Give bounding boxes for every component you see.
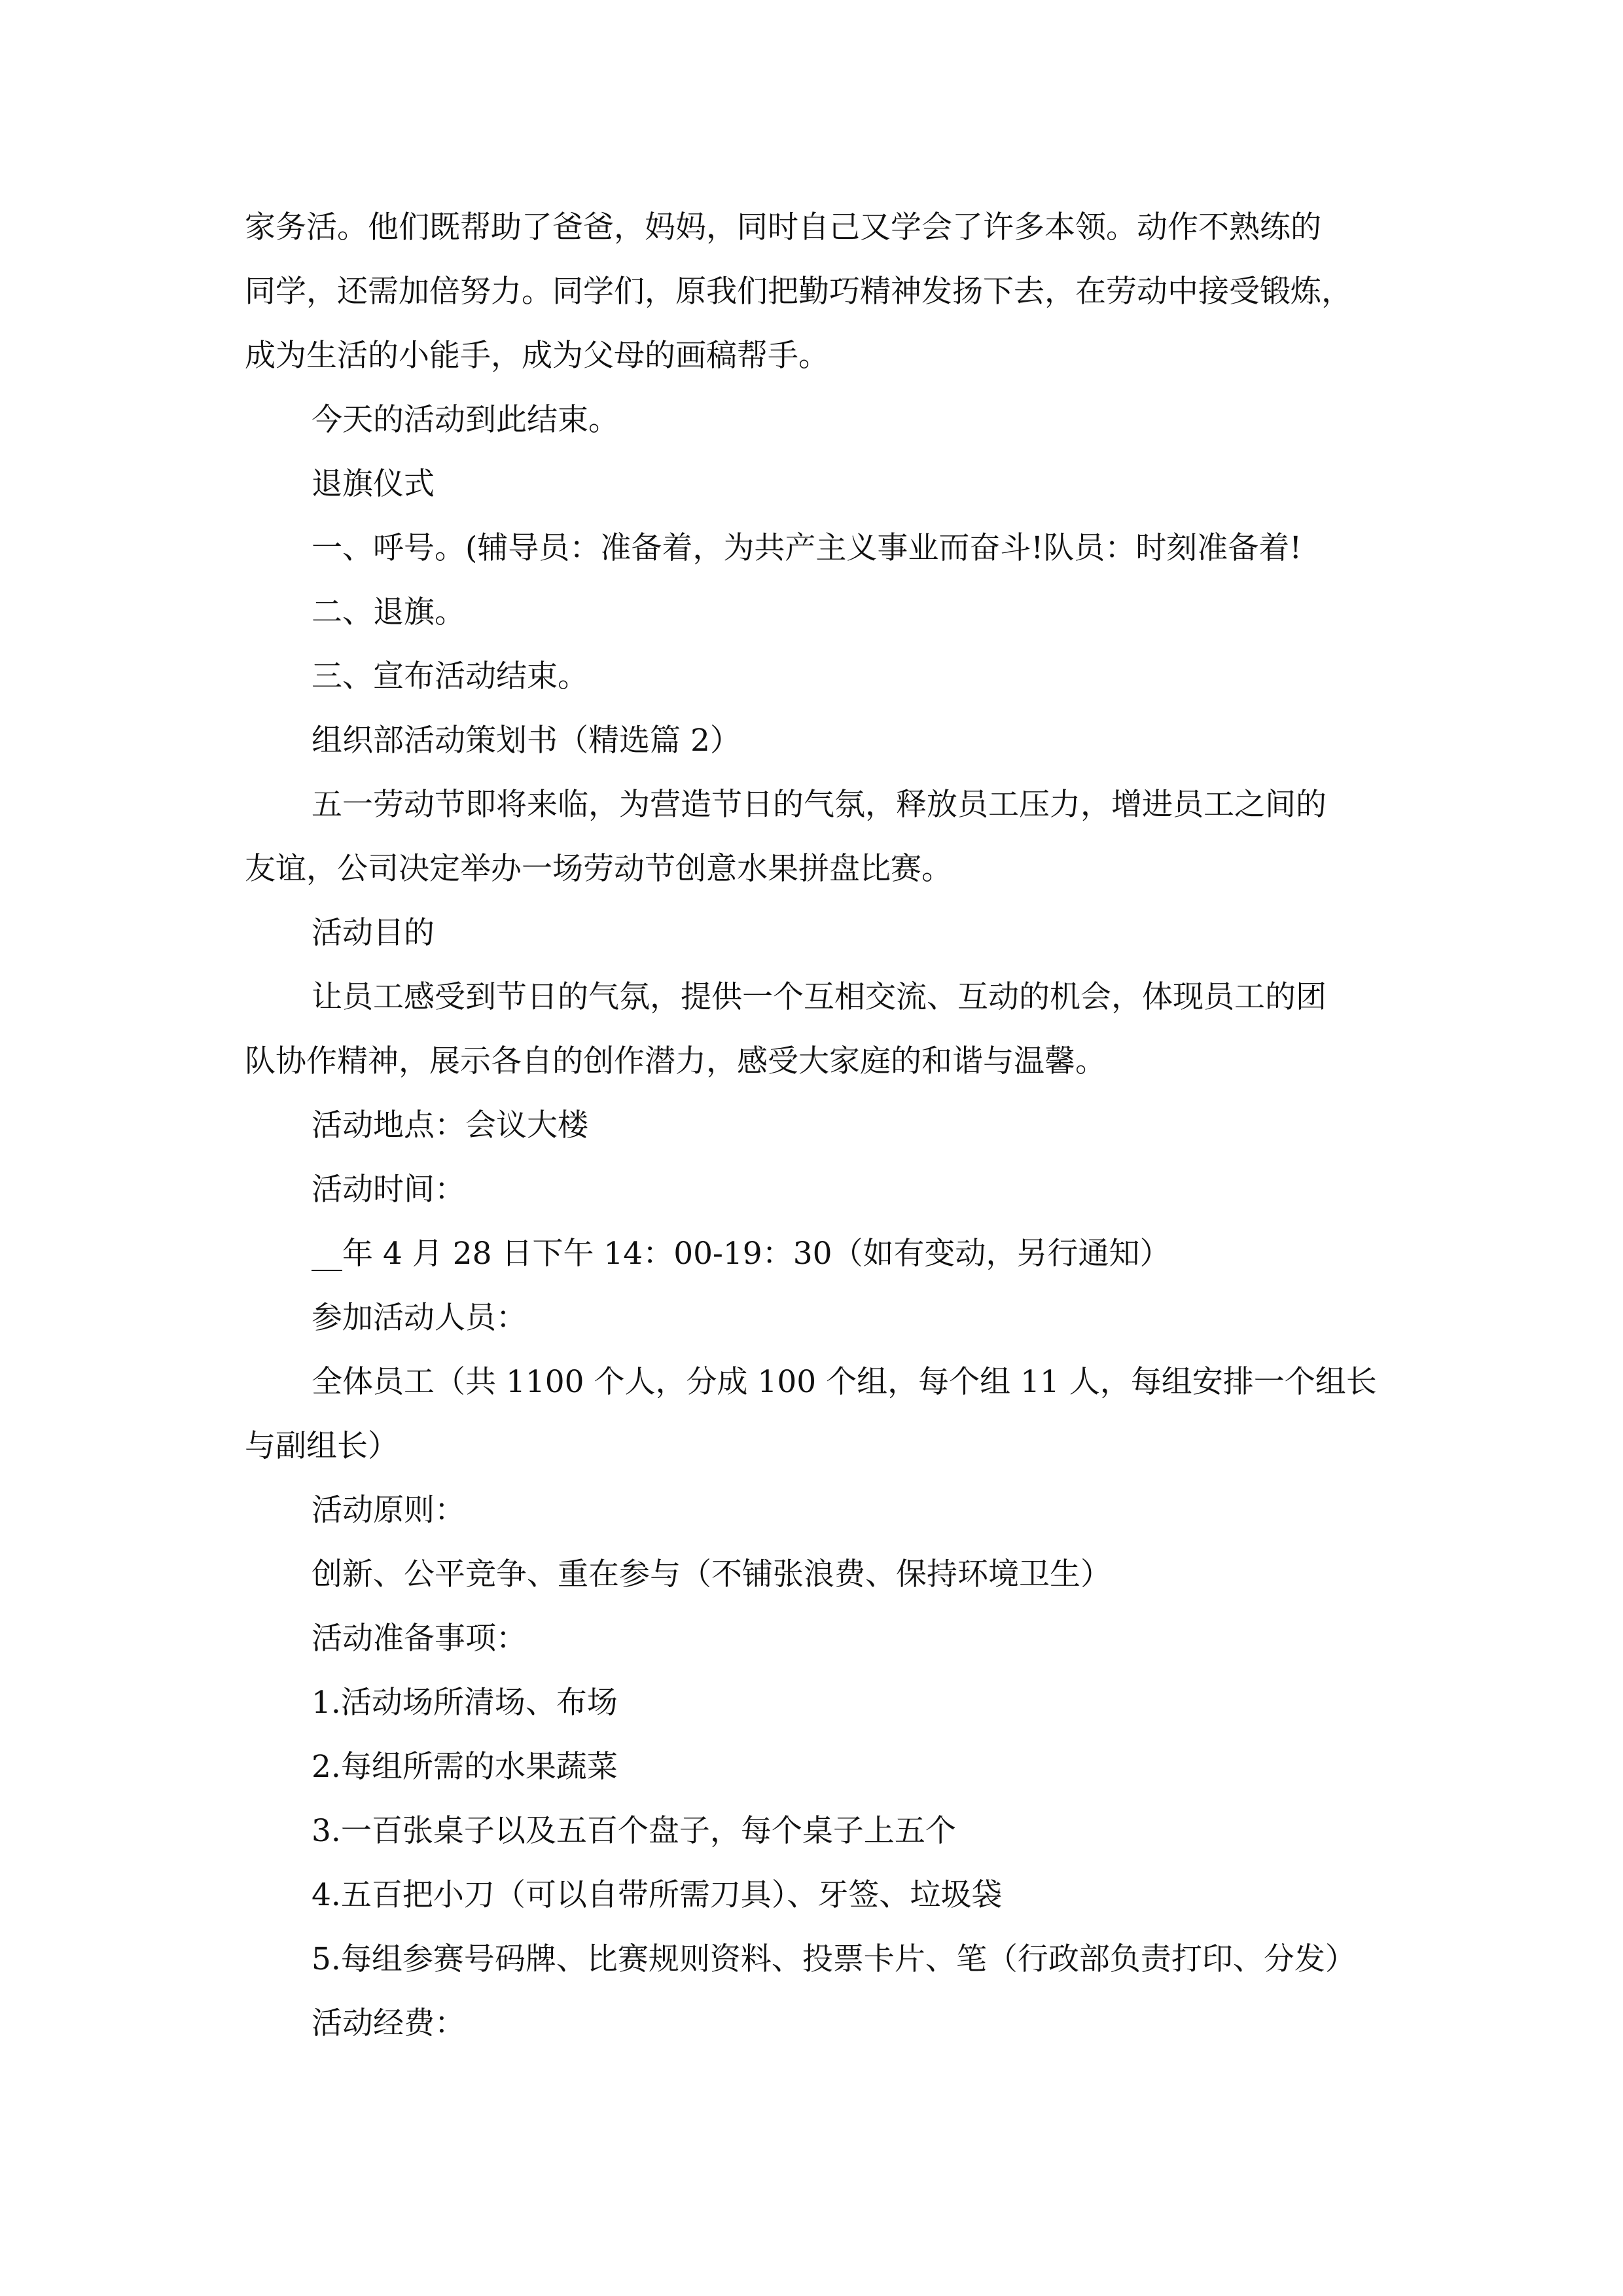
section-heading: 活动目的: [312, 915, 435, 951]
section-heading: 组织部活动策划书（精选篇 2）: [312, 723, 741, 759]
body-text-line: 活动准备事项：: [312, 1621, 527, 1657]
body-text-line: 活动原则：: [312, 1492, 465, 1528]
body-text-line: 今天的活动到此结束。: [312, 402, 619, 438]
body-text-line: 友谊，公司决定举办一场劳动节创意水果拼盘比赛。: [245, 851, 952, 887]
body-text-line: 活动时间：: [312, 1172, 465, 1208]
list-item: 4.五百把小刀（可以自带所需刀具）、牙签、垃圾袋: [312, 1877, 1003, 1913]
body-text-line: 队协作精神，展示各自的创作潜力，感受大家庭的和谐与温馨。: [245, 1043, 1106, 1079]
body-text-line: 一、呼号。(辅导员：准备着，为共产主义事业而奋斗!队员：时刻准备着!: [312, 530, 1302, 566]
body-text-line: 与副组长）: [245, 1428, 399, 1464]
body-text-line: 让员工感受到节日的气氛，提供一个互相交流、互动的机会，体现员工的团: [312, 979, 1327, 1015]
list-item: 5.每组参赛号码牌、比赛规则资料、投票卡片、笔（行政部负责打印、分发）: [312, 1941, 1356, 1977]
body-text-line: 活动经费：: [312, 2005, 465, 2041]
list-item: 3.一百张桌子以及五百个盘子，每个桌子上五个: [312, 1813, 956, 1849]
body-text-line: __年 4 月 28 日下午 14：00-19：30（如有变动，另行通知）: [312, 1236, 1171, 1272]
body-text-line: 家务活。他们既帮助了爸爸，妈妈，同时自己又学会了许多本领。动作不熟练的: [245, 209, 1321, 245]
body-text-line: 五一劳动节即将来临，为营造节日的气氛，释放员工压力，增进员工之间的: [312, 787, 1327, 823]
body-text-line: 二、退旗。: [312, 594, 465, 630]
body-text-line: 成为生活的小能手，成为父母的画稿帮手。: [245, 338, 829, 374]
section-heading: 退旗仪式: [312, 466, 435, 502]
body-text-line: 同学，还需加倍努力。同学们，原我们把勤巧精神发扬下去，在劳动中接受锻炼，: [245, 274, 1352, 310]
list-item: 1.活动场所清场、布场: [312, 1685, 618, 1721]
body-text-line: 三、宣布活动结束。: [312, 658, 588, 694]
body-text-line: 创新、公平竞争、重在参与（不铺张浪费、保持环境卫生）: [312, 1556, 1111, 1592]
list-item: 2.每组所需的水果蔬菜: [312, 1749, 618, 1785]
body-text-line: 参加活动人员：: [312, 1300, 527, 1336]
body-text-line: 全体员工（共 1100 个人，分成 100 个组，每个组 11 人，每组安排一个组长: [312, 1364, 1377, 1400]
body-text-line: 活动地点：会议大楼: [312, 1107, 588, 1143]
